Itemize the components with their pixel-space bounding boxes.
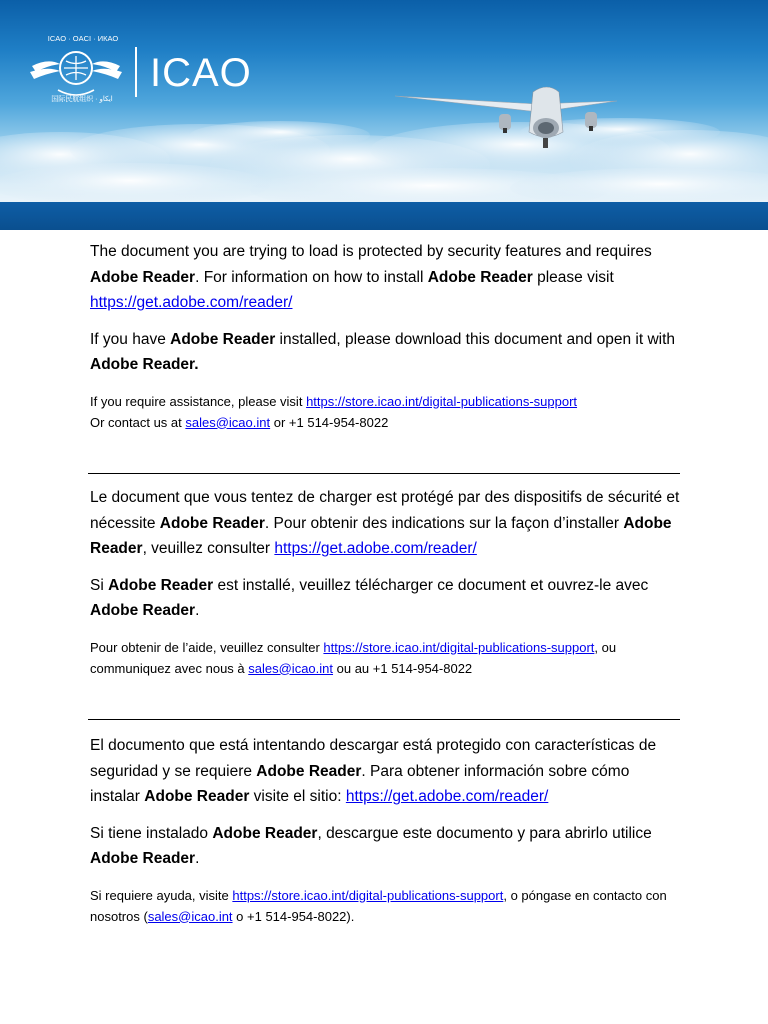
adobe-reader-link[interactable]: https://get.adobe.com/reader/ (345, 788, 549, 805)
bold-product-name: Adobe Reader. (90, 356, 199, 373)
text: , veuillez consulter (142, 540, 275, 557)
bold-product-name: Adobe Reader (144, 788, 250, 805)
sales-email-link[interactable]: sales@icao.int (147, 908, 233, 924)
fr-contact-info (90, 637, 680, 679)
text: Le document que vous tentez de charger est protégé par des dispositifs de sécurité et nécessite (90, 489, 680, 532)
text: est installé, veuillez télécharger ce document et ouvrez-le avec (213, 576, 649, 594)
text: . (195, 850, 200, 867)
support-link[interactable]: https://store.icao.int/digital-publications-support (306, 393, 578, 409)
bold-product-name: Adobe Reader (159, 514, 265, 532)
text: . For information on how to install (195, 268, 428, 286)
bold-product-name: Adobe Reader (108, 576, 214, 594)
section-divider (88, 719, 680, 720)
text: Si (90, 576, 109, 594)
text: Pour obtenir de l’aide, veuillez consulter (90, 639, 324, 655)
text: . Para obtener información sobre cómo instalar (90, 762, 630, 805)
text: . (195, 602, 200, 619)
section-english (90, 239, 680, 433)
text: please visit (532, 268, 614, 286)
text: Si tiene instalado (90, 824, 213, 842)
org-name: ICAO (150, 51, 252, 95)
text: visite el sitio: (249, 788, 346, 805)
text: El documento que está intentando descargar está protegido con características de seguridad y se requiere (90, 737, 657, 780)
emblem-lower-text: 国际民航组织 · ايكاو (51, 96, 113, 103)
header-bottom-band (0, 202, 768, 230)
text: The document you are trying to load is protected by security features and requires (90, 243, 652, 260)
bold-product-name: Adobe Reader (90, 850, 196, 867)
bold-product-name: Adobe Reader (170, 330, 276, 348)
bold-product-name: Adobe Reader (212, 824, 318, 842)
text: installed, please download this document and open it with (275, 330, 676, 348)
bold-product-name: Adobe Reader (90, 514, 672, 557)
section-french (90, 485, 680, 679)
en-contact-info (90, 391, 680, 433)
text: , descargue este documento y para abrirlo utilice (317, 824, 652, 842)
emblem-ring-text: ICAO · OACI · ИКАО (47, 34, 119, 43)
header-banner (0, 0, 768, 230)
sales-email-link[interactable]: sales@icao.int (248, 660, 334, 676)
adobe-reader-link[interactable]: https://get.adobe.com/reader/ (274, 540, 477, 557)
logo-divider (135, 47, 137, 97)
section-spanish (90, 733, 680, 927)
fr-paragraph-2 (90, 573, 680, 624)
bold-product-name: Adobe Reader (90, 268, 196, 286)
adobe-reader-link[interactable]: https://get.adobe.com/reader/ (90, 294, 293, 311)
en-paragraph-2 (90, 327, 680, 378)
bold-product-name: Adobe Reader (256, 762, 362, 780)
text: or +1 514-954-8022 (270, 414, 389, 430)
airplane-icon (395, 82, 625, 152)
section-divider (88, 473, 680, 474)
bold-product-name: Adobe Reader (90, 602, 196, 619)
text: , o póngase en contacto con nosotros ( (90, 887, 667, 924)
support-link[interactable]: https://store.icao.int/digital-publications-support (323, 639, 595, 655)
text: If you require assistance, please visit (90, 393, 307, 409)
bold-product-name: Adobe Reader (427, 268, 533, 286)
es-paragraph-2 (90, 821, 680, 872)
fr-paragraph-1 (90, 485, 680, 562)
text: Si requiere ayuda, visite (90, 887, 233, 903)
text: o +1 514-954-8022). (232, 908, 355, 924)
en-paragraph-1 (90, 239, 680, 316)
es-paragraph-1 (90, 733, 680, 810)
text: Or contact us at (90, 414, 186, 430)
text: , ou communiquez avec nous à (90, 639, 617, 676)
text: . Pour obtenir des indications sur la façon d’installer (264, 514, 624, 532)
text: If you have (90, 330, 171, 348)
support-link[interactable]: https://store.icao.int/digital-publications-support (232, 887, 504, 903)
text: ou au +1 514-954-8022 (333, 660, 473, 676)
es-contact-info (90, 885, 680, 927)
sales-email-link[interactable]: sales@icao.int (185, 414, 271, 430)
